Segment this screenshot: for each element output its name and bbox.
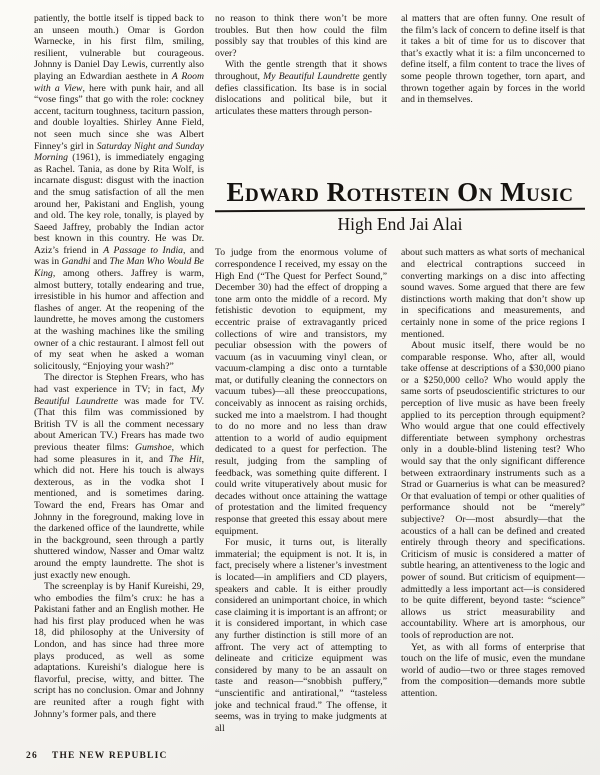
article-title: Edward Rothstein On Music (226, 177, 574, 208)
headline-rule (215, 208, 585, 213)
paragraph (34, 372, 204, 581)
right-region (215, 13, 585, 734)
body-text: The director is Stephen Frears, who has had vast experience in TV; in fact, (34, 372, 204, 395)
paragraph (401, 340, 585, 641)
body-text: With the gentle strength that it shows throughout, (215, 59, 387, 82)
body-text: al matters that are often funny. One result of the film’s lack of concern to define itself is that it takes a bit of time for us to discover that that’s exactly what it is: a film unconcerned to define itself, a film content to trace the lives of some people thrown together, torn apart, and thrown together again by forces in the world and in themselves. (401, 13, 585, 106)
body-text: , which had some pleasures in it, and (34, 441, 204, 465)
page-footer (26, 751, 168, 761)
paragraph (34, 581, 204, 720)
paragraph (215, 247, 387, 537)
column-middle-top (215, 13, 387, 117)
column-middle-main (215, 247, 387, 734)
page-number: 26 (26, 751, 38, 761)
body-text: , which did not. Here his touch is always dexterous, as in the vodka shot I mentioned, and is sometimes daring. Toward the end, Frears has Omar and Johnny in the foreground, making love in the darkened office of the laundrette, while in the background, seen through a partly shuttered window, Nasser and Omar waltz around the empty laundrette. The shot is just exactly new enough. (34, 453, 204, 581)
article-subtitle: High End Jai Alai (337, 214, 463, 235)
body-text: and (90, 256, 110, 268)
column-right-main (401, 247, 585, 734)
paragraph (401, 642, 585, 700)
column-left (34, 13, 204, 720)
article-headline-block (215, 179, 585, 235)
paragraph (401, 247, 585, 340)
body-text: For music, it turns out, is literally immaterial; the equipment is not. It is, in fact, precisely where a listener’s investment is located—in amplifiers and CD players, speakers and cable. It is either proudly considered an unimportant choice, in which case claiming it is important is an affront; or it is considered important, in which case any further distinction is still more of an affront. The very act of attempting to delineate and criticize equipment was considered by many to be an assault on taste and reason—“snobbish puffery,” “unscientific and antirational,” “tasteless joke and technical fraud.” The offense, it seems, was in trying to make judgments at all (215, 537, 388, 734)
body-text: patiently, the bottle itself is tipped back to an unseen mouth.) Omar is Gordon Warnecke, in his first film, smiling, resilient, vulnerable but courageous. Johnny is Daniel Day Lewis, currently also playing an Edwardian aesthete in (34, 13, 204, 82)
paragraph (215, 59, 387, 117)
italic-text: Gandhi (61, 256, 91, 268)
magazine-name: THE NEW REPUBLIC (51, 751, 168, 761)
body-text: , here with punk hair, and all “vose fings” that go with the role: cockney accent, taciturn toughness, taciturn passion, and double loyalties. Shirley Anne Field, not seen much since she was Albert Finney’s girl in (34, 82, 204, 152)
body-text: , among others. Jaffrey is warm, almost buttery, totally endearing and true, irresistible in his humor and affection and flashes of anger. At the reopening of the laundrette, he moves among the customers at the washing machines like the smiling owner of a chic restaurant. I almost fell out of my seat when he asked a woman solicitously, “Enjoying your wash?” (34, 268, 204, 372)
paragraph (215, 13, 387, 59)
body-text: about such matters as what sorts of mechanical and electrical contraptions succeed in converting markings on a disc into affecting sound waves. Some argued that there are few distinctions worth making that don’t show up in specifications and measurements, and certainly none in some of the price regions I mentioned. (401, 247, 585, 340)
body-text: Yet, as with all forms of enterprise that touch on the life of music, even the mundane world of audio—two or three stages removed from the composition—demands more subtle attention. (401, 641, 585, 699)
italic-text: The Hit (168, 453, 202, 465)
body-text: (1961), is immediately engaging as Rachel. Tania, as done by Rita Wolf, is incarnate disgust: disgust with the inaction and the smug satisfaction of all the men around her, Pakistani and English, young and old. The key role, tonally, is played by Saeed Jaffrey, probably the Indian actor best known in this country. He was Dr. Aziz’s friend in (34, 152, 204, 256)
italic-text: Saturday Night and Sunday Morning (34, 140, 204, 164)
paragraph (401, 13, 585, 106)
body-text: To judge from the enormous volume of correspondence I received, my essay on the High End (“The Quest for Perfect Sound,” December 30) had the effect of dropping a tone arm onto the middle of a record. My fetishistic devotion to equipment, my eccentric praise of extravagantly priced collections of wire and transistors, my peculiar obsession with the powers of vacuum (as in vacuuming vinyl clean, or vacuum-clamping a disc onto a turntable mat, or dutifully cleaning the connectors on vacuum tubes)—all these preoccupations, conceivably as innocent as raising orchids, sucked me into a maelstrom. I had thought to do no more and no less than draw attention to a world of audio equipment dedicated to a quest for perfection. The result, judging from the sampling of feedback, was something quite different. I could write vituperatively about music for decades without once attaining the wattage of protestation and the limited frequency response that greeted this essay about mere equipment. (215, 247, 387, 537)
body-text: was made for TV. (That this film was commissioned by British TV is all the comment necessary about American TV.) Frears has made two previous theater films: (34, 395, 205, 453)
italic-text: A Passage to India (103, 244, 183, 256)
body-text: gently defies classification. Its base is in social dislocations and political bile, but it articulates these matters through person- (215, 70, 388, 117)
italic-text: The Man Who Would Be King (34, 256, 204, 280)
italic-text: My Beautiful Laundrette (263, 70, 360, 82)
paragraph (34, 13, 204, 372)
italic-text: Gumshoe (135, 441, 172, 453)
top-text-row (215, 13, 585, 117)
column-right-top (401, 13, 585, 117)
paragraph (215, 537, 387, 734)
body-text: About music itself, there would be no comparable response. Who, after all, would take offense at descriptions of a $30,000 piano or a $250,000 cello? Who would apply the same sorts of pseudoscientific strictures to our perception of live music as have been freely applied to its perception through equipment? Who would argue that one could effectively differentiate between symphony orchestras only in a double-blind listening test? Who would say that the only significant difference between extraordinary instruments such as a Strad or Guarnerius is what can be measured? Or that evaluation of tempi or other qualities of performance should not be “merely” subjective? Or—most absurdly—that the acoustics of a hall can be defined and created entirely through theory and specifications. Criticism of music is considered a matter of subtle hearing, an attentiveness to the logic and power of sound. But criticism of equipment—admittedly a less important act—is considered to be quite different, beyond taste: “science” allows us strict measurability and accountability. Where art is amorphous, our tools of reproduction are not. (401, 340, 585, 641)
body-text: The screenplay is by Hanif Kureishi, 29, who embodies the film’s crux: he has a Pakistani father and an English mother. He had his first play produced when he was 18, did philosophy at the University of London, and has since had three more plays produced, as well as some adaptations. Kureishi’s dialogue here is flavorful, precise, witty, and bitter. The script has no conclusion. Omar and Johnny are reunited after a rough fight with Johnny’s former pals, and there (34, 581, 204, 720)
body-text: , and was in (34, 244, 205, 268)
italic-text: My Beautiful Laundrette (34, 384, 204, 407)
article-body-row (215, 247, 585, 734)
italic-text: A Room with a View (34, 70, 204, 94)
body-text: no reason to think there won’t be more troubles. But then how could the film possibly say that troubles of this kind are over? (215, 13, 387, 59)
